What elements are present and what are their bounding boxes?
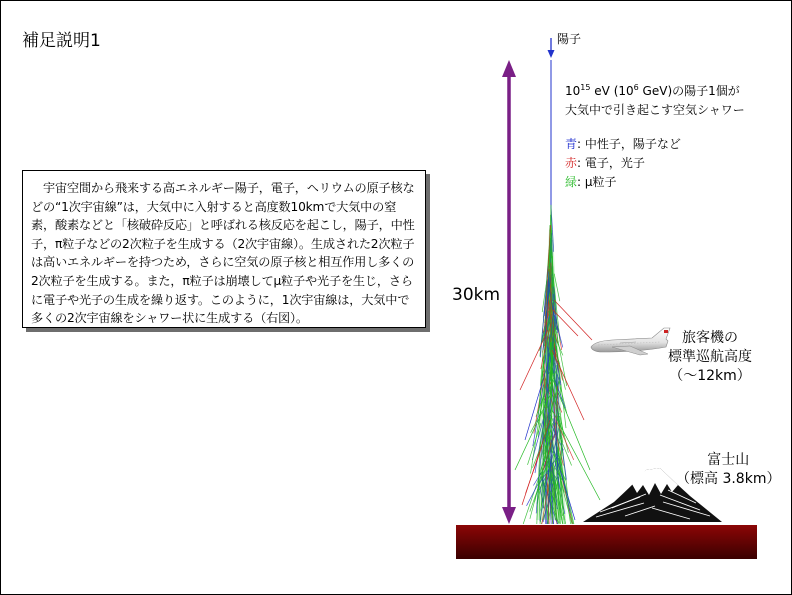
energy-base: 10	[565, 84, 581, 98]
legend	[565, 135, 681, 192]
airplane-label	[668, 329, 752, 386]
fuji-label-line2: （標高 3.8km）	[676, 471, 781, 487]
proton-arrow	[548, 38, 555, 58]
explanation-text: 宇宙空間から飛来する高エネルギー陽子，電子，ヘリウムの原子核などの“1次宇宙線”は，大気中に入射すると高度数10kmで大気中の窒素，酸素などと「核破砕反応」と呼ばれる核反応を起こし，陽子，中性子，π粒子などの2次粒子を生成する（2次宇宙線）。生成された2次粒子は高いエネルギーを持つため，さらに空気の原子核と相互作用し多くの2次粒子を生成する。また，π粒子は崩壊してμ粒子や光子を生じ，さらに電子や光子の生成を繰り返す。このように，1次宇宙線は，大気中で多くの2次宇宙線をシャワー状に生成する（右図）。	[31, 181, 415, 326]
energy-line1	[565, 78, 745, 101]
airplane-label-line3: （〜12km）	[669, 368, 751, 384]
legend-color-red: 赤	[565, 156, 578, 170]
height-arrow	[502, 60, 516, 524]
airplane-label-line1: 旅客機の	[682, 330, 738, 346]
legend-item-neutron	[565, 135, 681, 154]
energy-exponent2: 6	[633, 83, 639, 92]
fuji-label	[676, 451, 780, 489]
fuji-label-line1: 富士山	[707, 452, 750, 468]
legend-text-green: : μ粒子	[577, 175, 617, 189]
legend-item-muon	[565, 173, 681, 192]
airplane-label-line2: 標準巡航高度	[668, 349, 752, 365]
legend-item-electron	[565, 154, 681, 173]
legend-text-red: : 電子，光子	[577, 156, 645, 170]
energy-suffix: GeV)の陽子1個が	[638, 84, 740, 98]
energy-exponent1: 15	[580, 83, 591, 92]
energy-caption	[565, 78, 745, 120]
slide-title: 補足説明1	[22, 31, 101, 51]
height-label: 30km	[452, 285, 501, 305]
legend-color-blue: 青	[565, 137, 578, 151]
ground	[456, 525, 757, 559]
legend-color-green: 緑	[565, 175, 578, 189]
energy-line2: 大気中で引き起こす空気シャワー	[565, 103, 745, 117]
energy-mid: eV (10	[590, 84, 634, 98]
airplane	[591, 328, 670, 355]
legend-text-blue: : 中性子，陽子など	[577, 137, 681, 151]
particle-shower	[515, 204, 600, 525]
proton-label: 陽子	[557, 32, 582, 46]
